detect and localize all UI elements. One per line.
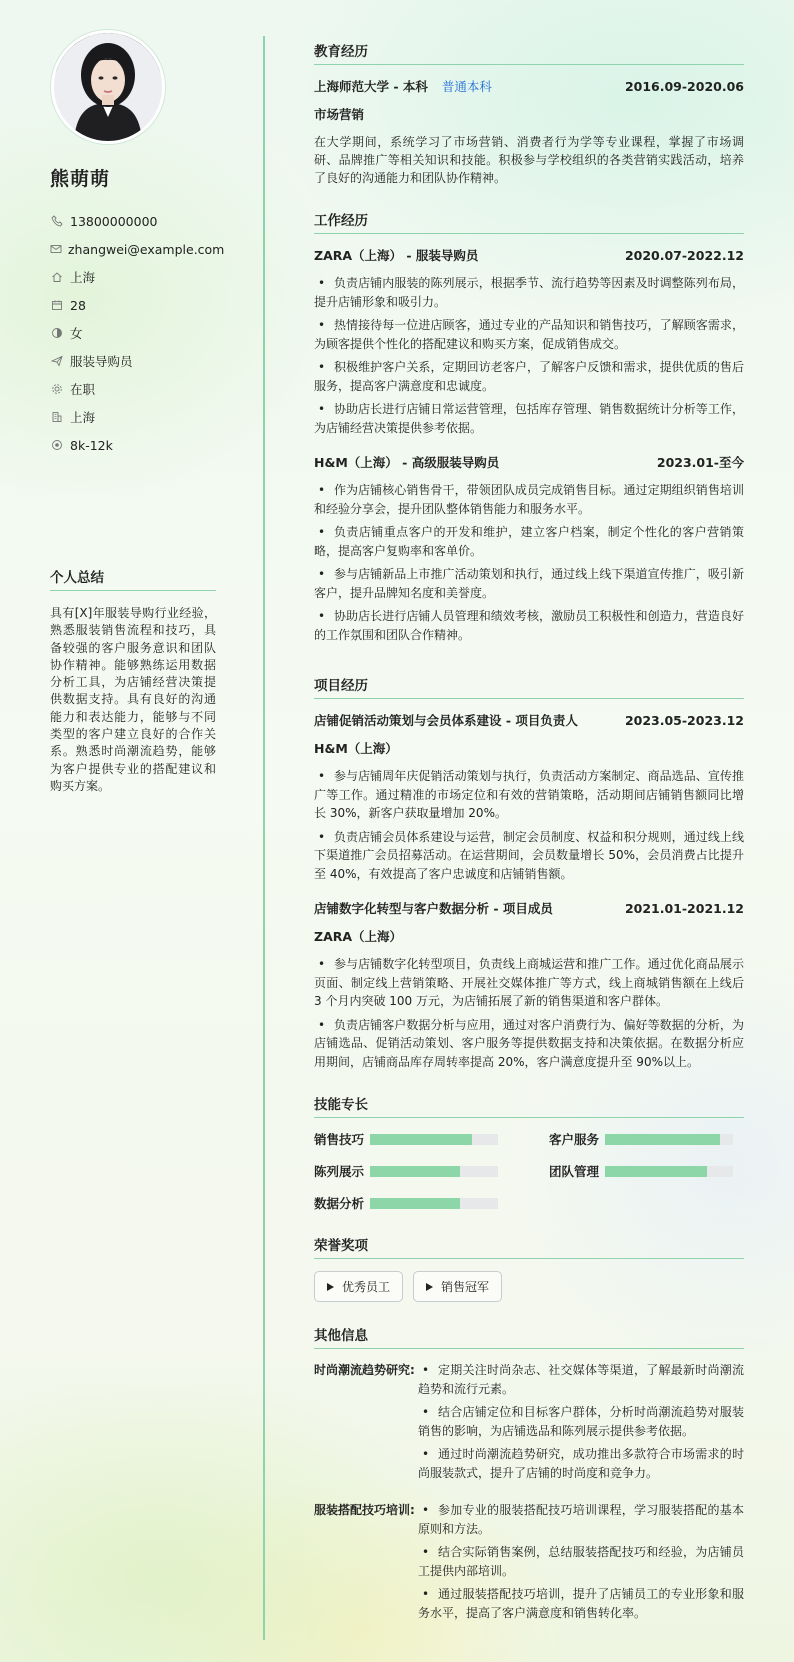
- work-title: 工作经历: [314, 209, 744, 234]
- info-phone: [50, 207, 220, 235]
- job-company: ZARA（上海） - 服装导购员: [314, 248, 479, 263]
- education-header: [314, 77, 744, 95]
- skill-item: [549, 1162, 744, 1180]
- job-duty: • 参与店铺新品上市推广活动策划和执行，通过线上线下渠道宣传推广，吸引新客户，提升品牌知名度和美誉度。: [314, 565, 744, 602]
- skill-level-fill: [370, 1198, 460, 1209]
- project-name: 店铺促销活动策划与会员体系建设 - 项目负责人: [314, 713, 578, 728]
- project-details: [314, 955, 744, 1071]
- project-details: [314, 767, 744, 883]
- skills-title: 技能专长: [314, 1093, 744, 1118]
- skill-level-bar: [605, 1134, 733, 1145]
- gear-icon: [50, 382, 64, 396]
- awards-list: [314, 1271, 744, 1302]
- building-icon: [50, 410, 64, 424]
- info-position: [50, 347, 220, 375]
- summary-title: 个人总结: [50, 566, 216, 591]
- play-icon: [426, 1283, 433, 1291]
- other-section: [314, 1324, 744, 1639]
- info-email: [50, 235, 225, 263]
- project-name: 店铺数字化转型与客户数据分析 - 项目成员: [314, 901, 553, 916]
- play-icon: [327, 1283, 334, 1291]
- info-status: [50, 375, 220, 403]
- skill-level-bar: [605, 1166, 733, 1177]
- project-header: [314, 711, 744, 729]
- info-salary-text: 8k-12k: [70, 437, 113, 453]
- projects-title: 项目经历: [314, 674, 744, 699]
- skill-name: 陈列展示: [314, 1164, 365, 1179]
- job-item: [314, 453, 744, 644]
- skill-level-fill: [370, 1166, 460, 1177]
- job-duty: • 热情接待每一位进店顾客，通过专业的产品知识和销售技巧，了解顾客需求，为顾客提供个性化的搭配建议和购买方案，促成销售成交。: [314, 316, 744, 353]
- other-block: [314, 1501, 744, 1639]
- education-section: [314, 40, 744, 187]
- other-block-label: 服装搭配技巧培训:: [314, 1503, 415, 1517]
- skill-level-bar: [370, 1166, 498, 1177]
- project-header: [314, 899, 744, 917]
- skill-name: 数据分析: [314, 1196, 365, 1211]
- info-location-text: 上海: [70, 270, 96, 285]
- other-title: 其他信息: [314, 1324, 744, 1349]
- education-date: 2016.09-2020.06: [624, 79, 744, 94]
- job-company: H&M（上海） - 高级服装导购员: [314, 455, 500, 470]
- awards-title: 荣誉奖项: [314, 1234, 744, 1259]
- other-item: • 结合店铺定位和目标客户群体，分析时尚潮流趋势对服装销售的影响，为店铺选品和陈列展示提供参考依据。: [418, 1403, 744, 1440]
- other-item: • 通过时尚潮流趋势研究，成功推出多款符合市场需求的时尚服装款式，提升了店铺的时尚度和竞争力。: [418, 1445, 744, 1482]
- skill-item: [549, 1130, 744, 1148]
- home-icon: [50, 270, 64, 284]
- award-badge: [314, 1271, 403, 1302]
- column-divider: [263, 36, 265, 1640]
- info-gender-text: 女: [70, 326, 83, 341]
- other-item: • 参加专业的服装搭配技巧培训课程，学习服装搭配的基本原则和方法。: [418, 1501, 744, 1538]
- project-org: H&M（上海）: [314, 741, 398, 756]
- skill-level-fill: [605, 1134, 720, 1145]
- education-tag: 普通本科: [441, 79, 492, 94]
- project-date: 2021.01-2021.12: [624, 901, 744, 916]
- job-duties: [314, 274, 744, 437]
- skill-item: [314, 1162, 509, 1180]
- skill-item: [314, 1130, 509, 1148]
- info-gender: [50, 319, 220, 347]
- calendar-icon: [50, 298, 64, 312]
- project-detail: • 参与店铺周年庆促销活动策划与执行，负责活动方案制定、商品选品、宣传推广等工作。通过精准的市场定位和有效的营销策略，活动期间店铺销售额同比增长 30%，新客户获取量增加 20%。: [314, 767, 744, 823]
- skill-item: [314, 1194, 509, 1212]
- other-block-label: 时尚潮流趋势研究:: [314, 1363, 415, 1377]
- award-label: 优秀员工: [342, 1280, 391, 1294]
- award-badge: [413, 1271, 502, 1302]
- project-detail: • 参与店铺数字化转型项目，负责线上商城运营和推广工作。通过优化商品展示页面、制定线上营销策略、开展社交媒体推广等方式，线上商城销售额在上线后 3 个月内突破 100 万元，为店铺拓展了新的销售渠道和客户群体。: [314, 955, 744, 1011]
- project-item: [314, 711, 744, 883]
- project-detail: • 负责店铺会员体系建设与运营，制定会员制度、权益和积分规则，通过线上线下渠道推广会员招募活动。在运营期间，会员数量增长 50%，会员消费占比提升至 40%，有效提高了客户忠诚度和店铺销售额。: [314, 828, 744, 884]
- job-header: [314, 246, 744, 264]
- project-date: 2023.05-2023.12: [624, 713, 744, 728]
- info-age-text: 28: [70, 297, 86, 313]
- avatar: [51, 30, 165, 144]
- education-desc: 在大学期间，系统学习了市场营销、消费者行为学等专业课程，掌握了市场调研、品牌推广等相关知识和技能。积极参与学校组织的各类营销实践活动，培养了良好的沟通能力和团队协作精神。: [314, 135, 744, 185]
- other-block: [314, 1361, 744, 1499]
- skills-section: [314, 1093, 744, 1212]
- phone-icon: [50, 214, 64, 228]
- job-duties: [314, 481, 744, 644]
- info-city-text: 上海: [70, 410, 96, 425]
- job-duty: • 负责店铺内服装的陈列展示，根据季节、流行趋势等因素及时调整陈列布局，提升店铺形象和吸引力。: [314, 274, 744, 311]
- mail-icon: [50, 242, 62, 256]
- education-school-wrap: [314, 77, 492, 95]
- other-item: • 结合实际销售案例，总结服装搭配技巧和经验，为店铺员工提供内部培训。: [418, 1543, 744, 1580]
- job-item: [314, 246, 744, 437]
- job-date: 2020.07-2022.12: [624, 248, 744, 263]
- skill-level-fill: [370, 1134, 472, 1145]
- info-status-text: 在职: [70, 382, 96, 397]
- summary-text: 具有[X]年服装导购行业经验，熟悉服装销售流程和技巧，具备较强的客户服务意识和团队协作精神。能够熟练运用数据分析工具，为店铺经营决策提供数据支持。具有良好的沟通能力和表达能力，能够与不同类型的客户建立良好的合作关系。熟悉时尚潮流趋势，能够为客户提供专业的搭配建议和购买方案。: [50, 606, 216, 793]
- info-phone-text: 13800000000: [70, 213, 158, 229]
- candidate-name: 熊萌萌: [50, 168, 111, 190]
- send-icon: [50, 354, 64, 368]
- other-block-items: [418, 1361, 744, 1487]
- contact-info-list: [50, 207, 225, 459]
- skill-name: 客户服务: [549, 1132, 600, 1147]
- work-section: [314, 209, 744, 644]
- job-duty: • 协助店长进行店铺人员管理和绩效考核，激励员工积极性和创造力，营造良好的工作氛围和团队合作精神。: [314, 607, 744, 644]
- project-detail: • 负责店铺客户数据分析与应用，通过对客户消费行为、偏好等数据的分析，为店铺选品、促销活动策划、客户服务等提供数据支持和决策依据。在数据分析应用期间，店铺商品库存周转率提高 20%，客户满意度提升至 90%以上。: [314, 1016, 744, 1072]
- job-date: 2023.01-至今: [656, 455, 744, 470]
- other-block-items: [418, 1501, 744, 1627]
- info-salary: [50, 431, 220, 459]
- info-email-text: zhangwei@example.com: [68, 241, 225, 257]
- job-duty: • 负责店铺重点客户的开发和维护，建立客户档案，制定个性化的客户营销策略，提高客户复购率和客单价。: [314, 523, 744, 560]
- profile-sidebar: [50, 30, 225, 459]
- job-header: [314, 453, 744, 471]
- skill-name: 销售技巧: [314, 1132, 365, 1147]
- skills-grid: [314, 1130, 744, 1212]
- skill-level-bar: [370, 1134, 498, 1145]
- info-age: [50, 291, 220, 319]
- info-location: [50, 263, 220, 291]
- info-position-text: 服装导购员: [70, 354, 133, 369]
- main-content: [314, 40, 744, 1661]
- skill-name: 团队管理: [549, 1164, 600, 1179]
- salary-icon: [50, 438, 64, 452]
- education-school: 上海师范大学 - 本科: [314, 79, 428, 94]
- other-item: • 定期关注时尚杂志、社交媒体等渠道，了解最新时尚潮流趋势和流行元素。: [418, 1361, 744, 1398]
- skill-level-fill: [605, 1166, 707, 1177]
- project-item: [314, 899, 744, 1071]
- job-duty: • 作为店铺核心销售骨干，带领团队成员完成销售目标。通过定期组织销售培训和经验分享会，提升团队整体销售能力和服务水平。: [314, 481, 744, 518]
- summary-section: [50, 566, 216, 795]
- job-duty: • 积极维护客户关系，定期回访老客户，了解客户反馈和需求，提供优质的售后服务，提高客户满意度和忠诚度。: [314, 358, 744, 395]
- other-item: • 通过服装搭配技巧培训，提升了店铺员工的专业形象和服务水平，提高了客户满意度和销售转化率。: [418, 1585, 744, 1622]
- skill-level-bar: [370, 1198, 498, 1209]
- job-duty: • 协助店长进行店铺日常运营管理，包括库存管理、销售数据统计分析等工作，为店铺经营决策提供参考依据。: [314, 400, 744, 437]
- portrait-image: [54, 33, 162, 141]
- gender-icon: [50, 326, 64, 340]
- education-major: 市场营销: [314, 107, 365, 122]
- info-city: [50, 403, 220, 431]
- award-label: 销售冠军: [441, 1280, 490, 1294]
- projects-section: [314, 674, 744, 1071]
- education-title: 教育经历: [314, 40, 744, 65]
- project-org: ZARA（上海）: [314, 929, 403, 944]
- awards-section: [314, 1234, 744, 1302]
